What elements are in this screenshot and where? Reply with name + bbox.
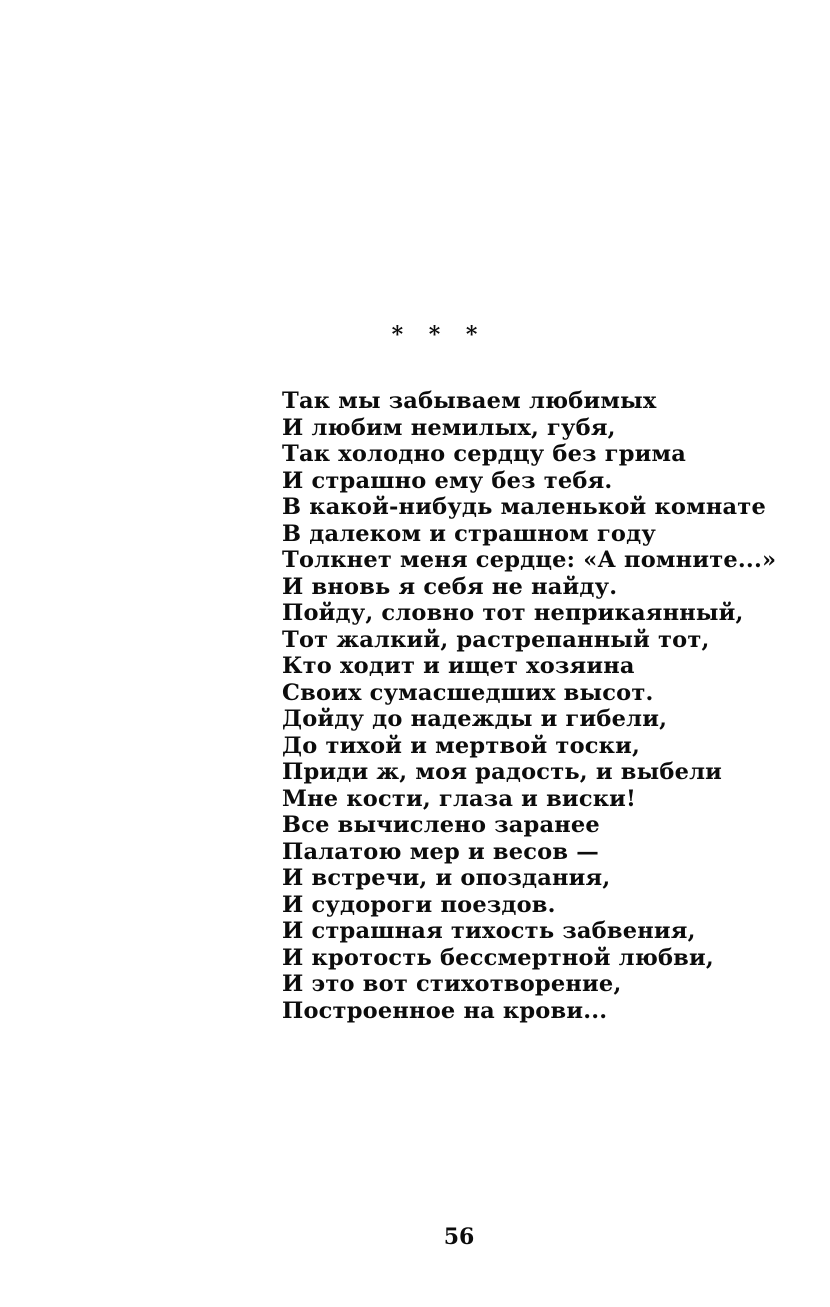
poem-line: И страшно ему без тебя.	[282, 467, 613, 494]
poem-line: До тихой и мертвой тоски,	[282, 732, 641, 759]
poem-line: Так мы забываем любимых	[282, 388, 657, 414]
poem-line: Построенное на крови...	[282, 997, 608, 1024]
poem-line: Все вычислено заранее	[282, 812, 600, 838]
poem-line: Так холодно сердцу без грима	[282, 441, 687, 467]
poem-line: Тот жалкий, растрепанный тот,	[282, 626, 710, 653]
poem-line: И это вот стихотворение,	[282, 971, 622, 997]
poem-line: Своих сумасшедших высот.	[282, 679, 654, 706]
poem-line: Толкнет меня сердце: «А помните...»	[282, 547, 777, 573]
page-number: 56	[443, 1224, 475, 1250]
poem-line: Пойду, словно тот неприкаянный,	[282, 600, 744, 626]
poem-line: Мне кости, глаза и виски!	[282, 785, 637, 812]
poem-line: И кротость бессмертной любви,	[282, 944, 714, 971]
poem-line: И страшная тихость забвения,	[282, 918, 696, 944]
poem-line: Палатою мер и весов —	[282, 838, 599, 865]
poem-line: И вновь я себя не найду.	[282, 573, 618, 600]
poem-line: Кто ходит и ищет хозяина	[282, 653, 635, 679]
poem-line: В далеком и страшном году	[282, 520, 656, 547]
poem-line: И любим немилых, губя,	[282, 414, 616, 441]
poem-line: И встречи, и опоздания,	[282, 865, 611, 891]
poem-text	[282, 388, 776, 1024]
section-separator: * * *	[391, 322, 487, 348]
poem-line: И судороги поездов.	[282, 891, 556, 918]
poem-line: Приди ж, моя радость, и выбели	[282, 759, 723, 785]
poem-line: Дойду до надежды и гибели,	[282, 706, 668, 732]
poem-line: В какой-нибудь маленькой комнате	[282, 494, 766, 520]
